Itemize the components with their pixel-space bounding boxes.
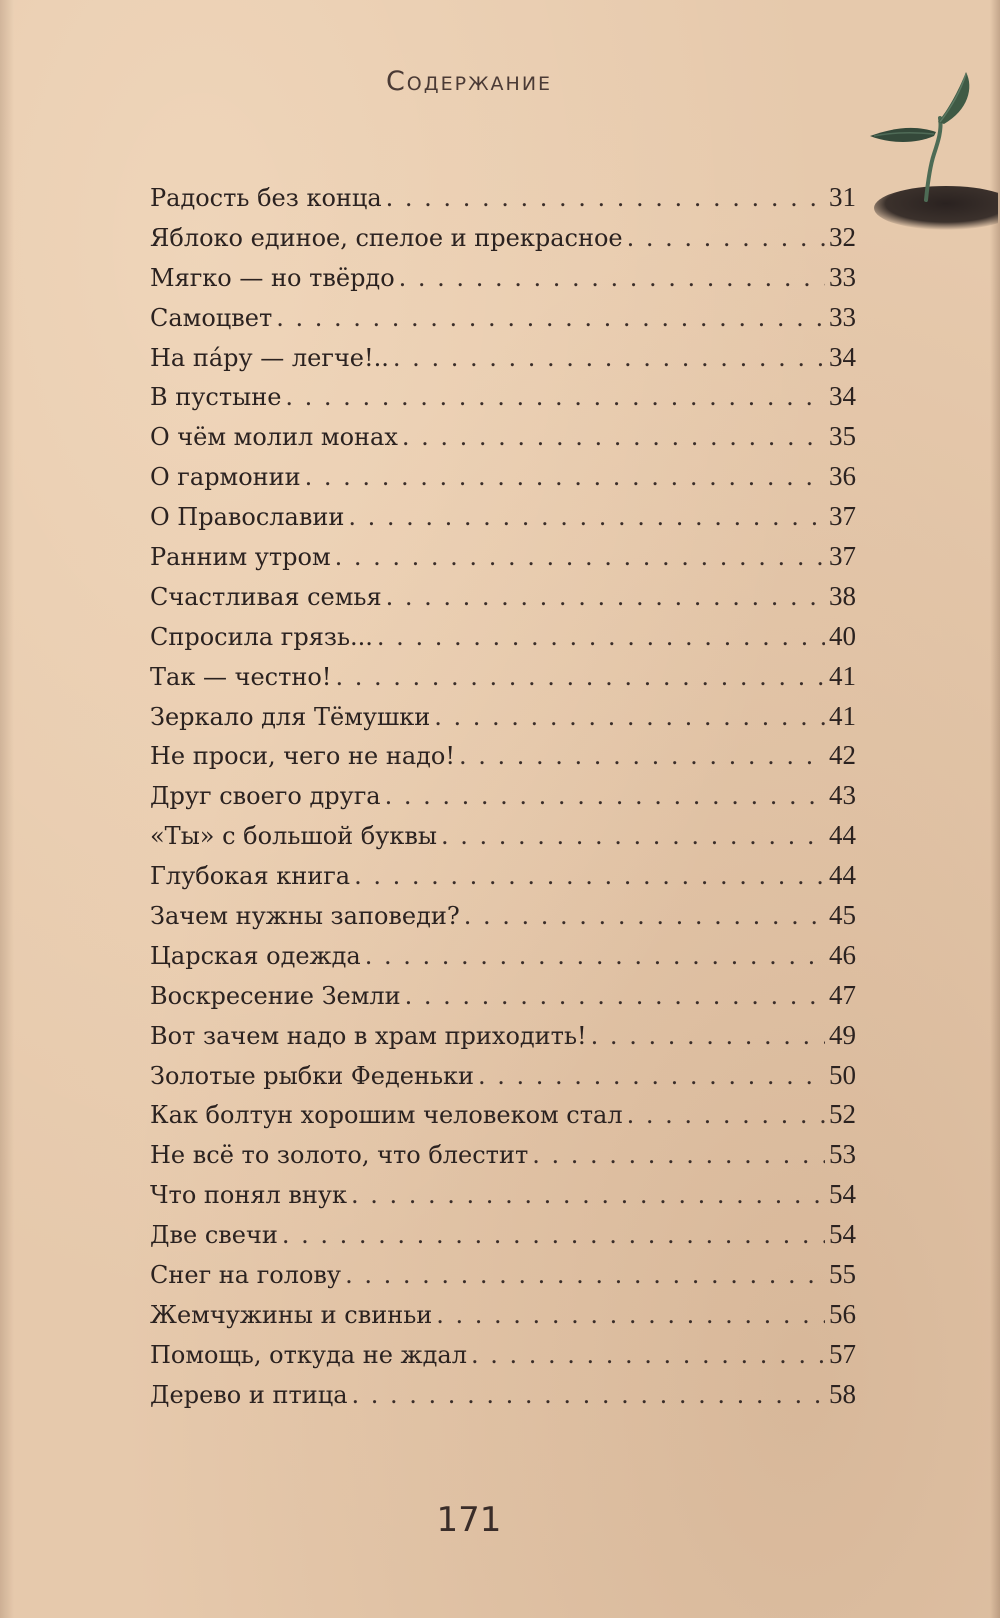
toc-entry-page: 31 <box>829 182 856 212</box>
toc-entry <box>150 896 856 936</box>
toc-entry-title: Спросила грязь... <box>150 622 373 651</box>
toc-entry <box>150 856 856 896</box>
toc-dot-leader <box>377 618 825 658</box>
toc-entry-page: 43 <box>829 780 856 811</box>
toc-entry-page: 37 <box>829 501 856 532</box>
toc-entry <box>150 218 856 258</box>
toc-entry-page: 57 <box>829 1338 856 1369</box>
toc-entry-title: Ранним утром <box>150 543 331 572</box>
toc-dot-leader <box>276 299 825 339</box>
toc-entry <box>150 816 856 856</box>
toc-entry <box>150 258 856 298</box>
toc-entry <box>150 457 856 497</box>
toc-entry-title: Жемчужины и свиньи <box>150 1300 433 1329</box>
toc-entry-page: 44 <box>829 860 856 891</box>
toc-dot-leader <box>459 737 825 777</box>
toc-dot-leader <box>345 1256 825 1296</box>
toc-entry-title: Как болтун хорошим человеком стал <box>150 1101 623 1130</box>
toc-entry-title: В пустыне <box>150 383 282 412</box>
page-title: Содержание <box>385 66 553 97</box>
toc-dot-leader <box>393 339 825 379</box>
toc-dot-leader <box>282 1216 825 1256</box>
toc-dot-leader <box>352 1376 825 1416</box>
toc-entry-page: 44 <box>829 820 856 851</box>
toc-dot-leader <box>627 219 825 259</box>
toc-entry-title: На пáру — легче!.. <box>150 343 389 372</box>
toc-entry-title: Счастливая семья <box>150 582 382 611</box>
toc-dot-leader <box>399 259 825 299</box>
toc-dot-leader <box>335 538 825 578</box>
toc-entry-title: Зачем нужны заповеди? <box>150 902 460 931</box>
toc-entry-page: 36 <box>829 461 856 492</box>
toc-entry-title: Не всё то золото, что блестит <box>150 1141 529 1170</box>
toc-entry <box>150 976 856 1016</box>
sprout-icon <box>868 70 998 230</box>
toc-entry <box>150 377 856 417</box>
toc-entry-page: 45 <box>829 900 856 931</box>
toc-entry <box>150 776 856 816</box>
toc-dot-leader <box>532 1136 825 1176</box>
toc-entry <box>150 936 856 976</box>
toc-entry-title: Воскресение Земли <box>150 981 401 1010</box>
toc-entry-title: «Ты» с большой буквы <box>150 822 437 851</box>
toc-entry <box>150 697 856 737</box>
toc-entry-title: О Православии <box>150 503 345 532</box>
toc-entry-title: Друг своего друга <box>150 782 381 811</box>
toc-entry <box>150 1295 856 1335</box>
toc-dot-leader <box>365 937 825 977</box>
table-of-contents <box>150 178 856 1415</box>
toc-dot-leader <box>386 578 825 618</box>
toc-entry-page: 33 <box>829 261 856 292</box>
toc-entry <box>150 1135 856 1175</box>
toc-entry-page: 33 <box>829 301 856 332</box>
toc-entry-title: Не проси, чего не надо! <box>150 742 455 771</box>
toc-entry-page: 47 <box>829 979 856 1010</box>
toc-entry-title: О гармонии <box>150 463 301 492</box>
toc-entry-page: 41 <box>829 700 856 731</box>
toc-entry-page: 38 <box>829 580 856 611</box>
toc-entry-page: 40 <box>829 620 856 651</box>
toc-entry-page: 37 <box>829 541 856 572</box>
toc-dot-leader <box>436 1296 825 1336</box>
toc-entry-title: Радость без конца <box>150 184 382 212</box>
toc-entry <box>150 338 856 378</box>
toc-entry-page: 42 <box>829 740 856 771</box>
toc-entry <box>150 1016 856 1056</box>
toc-entry <box>150 298 856 338</box>
toc-entry-page: 32 <box>829 221 856 252</box>
toc-dot-leader <box>335 658 825 698</box>
toc-entry <box>150 577 856 617</box>
toc-dot-leader <box>348 498 825 538</box>
toc-entry-page: 34 <box>829 341 856 372</box>
toc-entry-page: 55 <box>829 1259 856 1290</box>
toc-entry-page: 46 <box>829 939 856 970</box>
toc-dot-leader <box>441 817 825 857</box>
page-shadow-left <box>0 0 14 1618</box>
toc-entry <box>150 497 856 537</box>
toc-dot-leader <box>591 1017 825 1057</box>
toc-dot-leader <box>402 418 825 458</box>
toc-entry-page: 52 <box>829 1099 856 1130</box>
toc-entry <box>150 1175 856 1215</box>
toc-entry-title: Мягко — но твёрдо <box>150 263 395 292</box>
toc-dot-leader <box>434 698 825 738</box>
toc-entry-page: 35 <box>829 421 856 452</box>
toc-entry <box>150 657 856 697</box>
toc-dot-leader <box>305 458 825 498</box>
toc-entry-page: 49 <box>829 1019 856 1050</box>
toc-entry-page: 53 <box>829 1139 856 1170</box>
page-shadow-right <box>990 0 1000 1618</box>
toc-dot-leader <box>285 378 825 418</box>
toc-entry <box>150 1056 856 1096</box>
toc-entry <box>150 1375 856 1415</box>
toc-entry-title: Так — честно! <box>150 662 332 691</box>
toc-entry <box>150 537 856 577</box>
toc-entry-title: Царская одежда <box>150 941 361 970</box>
toc-dot-leader <box>351 1176 825 1216</box>
toc-entry-page: 50 <box>829 1059 856 1090</box>
toc-entry-title: Помощь, откуда не ждал <box>150 1340 467 1369</box>
toc-dot-leader <box>354 857 825 897</box>
toc-entry-title: Золотые рыбки Феденьки <box>150 1061 475 1090</box>
toc-entry <box>150 1255 856 1295</box>
toc-entry <box>150 417 856 457</box>
toc-dot-leader <box>464 897 825 937</box>
toc-entry-title: Снег на голову <box>150 1261 342 1290</box>
toc-entry-page: 58 <box>829 1378 856 1409</box>
toc-entry-title: О чём молил монах <box>150 423 398 452</box>
toc-entry-title: Что понял внук <box>150 1181 347 1210</box>
toc-entry-page: 54 <box>829 1179 856 1210</box>
toc-entry-page: 56 <box>829 1298 856 1329</box>
toc-dot-leader <box>386 179 825 219</box>
toc-entry-title: Самоцвет <box>150 303 273 332</box>
toc-entry-title: Зеркало для Тёмушки <box>150 702 431 731</box>
toc-entry-title: Яблоко единое, спелое и прекрасное <box>150 223 623 252</box>
toc-entry-page: 41 <box>829 660 856 691</box>
toc-entry-title: Вот зачем надо в храм приходить! <box>150 1021 587 1050</box>
toc-entry <box>150 1215 856 1255</box>
toc-entry <box>150 736 856 776</box>
toc-entry <box>150 617 856 657</box>
toc-dot-leader <box>405 977 825 1017</box>
toc-entry-page: 54 <box>829 1219 856 1250</box>
toc-dot-leader <box>385 777 825 817</box>
toc-entry <box>150 178 856 218</box>
toc-entry-title: Две свечи <box>150 1221 278 1250</box>
toc-dot-leader <box>627 1096 825 1136</box>
toc-dot-leader <box>471 1336 825 1376</box>
page-number: 171 <box>436 1500 502 1540</box>
toc-entry <box>150 1095 856 1135</box>
toc-entry-title: Глубокая книга <box>150 862 351 891</box>
toc-dot-leader <box>478 1057 825 1097</box>
toc-entry-page: 34 <box>829 381 856 412</box>
toc-entry <box>150 1335 856 1375</box>
toc-entry-title: Дерево и птица <box>150 1380 348 1409</box>
